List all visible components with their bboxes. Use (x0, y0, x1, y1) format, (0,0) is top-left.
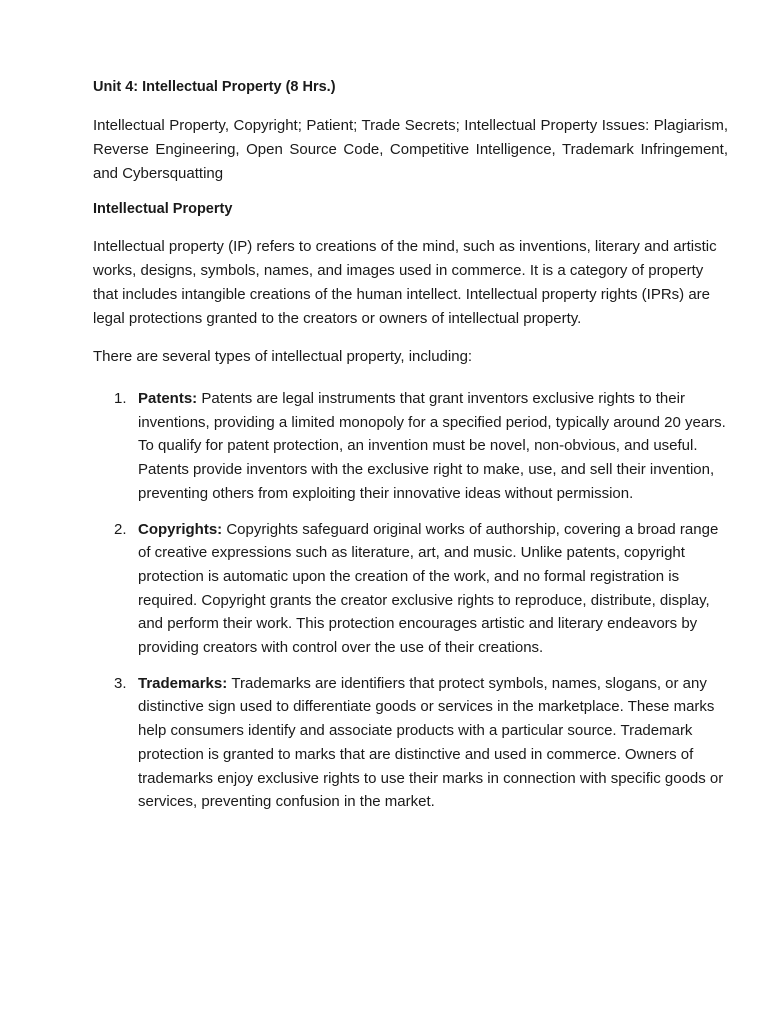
section-heading: Intellectual Property (93, 201, 233, 217)
types-intro: There are several types of intellectual property, including: (93, 348, 473, 365)
definition-paragraph: Intellectual property (IP) refers to creations of the mind, such as inventions, literary and artistic works, designs, symbols, names, and images used in commerce. It is a category of property that includes intangible creations of the human intellect. Intellectual property rights (IPRs) are legal protections granted to the creators or owners of intellectual property. (93, 238, 717, 327)
unit-title: Unit 4: Intellectual Property (8 Hrs.) (93, 79, 336, 95)
list-item-trademarks (93, 672, 728, 814)
list-item-patents (93, 387, 728, 506)
list-term: Patents: (138, 390, 202, 407)
list-text: Patents are legal instruments that grant inventors exclusive rights to their inventions, providing a limited monopoly for a specified period, typically around 20 years. To qualify for patent protection, an invention must be novel, non-obvious, and useful. Patents provide inventors with the exclusive right to make, use, and sell their invention, preventing others from exploiting their innovative ideas without permission. (138, 390, 726, 502)
list-text: Trademarks are identifiers that protect symbols, names, slogans, or any distinctive sign used to differentiate goods or services in the marketplace. These marks help consumers identify and associate products with a particular source. Trademark protection is granted to marks that are distinctive and used in commerce. Owners of trademarks enjoy exclusive rights to use their marks in connection with specific goods or services, preventing confusion in the market. (138, 674, 724, 811)
list-number: 2. (114, 520, 127, 538)
topics-paragraph: Intellectual Property, Copyright; Patient; Trade Secrets; Intellectual Property Issues: Plagiarism, Reverse Engineering, Open Source Code, Competitive Intelligence, Trademark Infringement, and Cybersquatting (93, 117, 728, 182)
list-item-copyrights (93, 518, 728, 660)
list-term: Copyrights: (138, 520, 227, 538)
list-term: Trademarks: (138, 674, 232, 692)
list-number: 1. (114, 390, 127, 407)
list-number: 3. (114, 674, 127, 692)
ip-types-list (93, 387, 728, 814)
list-text: Copyrights safeguard original works of authorship, covering a broad range of creative expressions such as literature, art, and music. Unlike patents, copyright protection is automatic upon the creation of the work, and no formal registration is required. Copyright grants the creator exclusive rights to reproduce, distribute, display, and perform their work. This protection encourages artistic and literary endeavors by providing creators with control over the use of their creations. (138, 520, 719, 657)
